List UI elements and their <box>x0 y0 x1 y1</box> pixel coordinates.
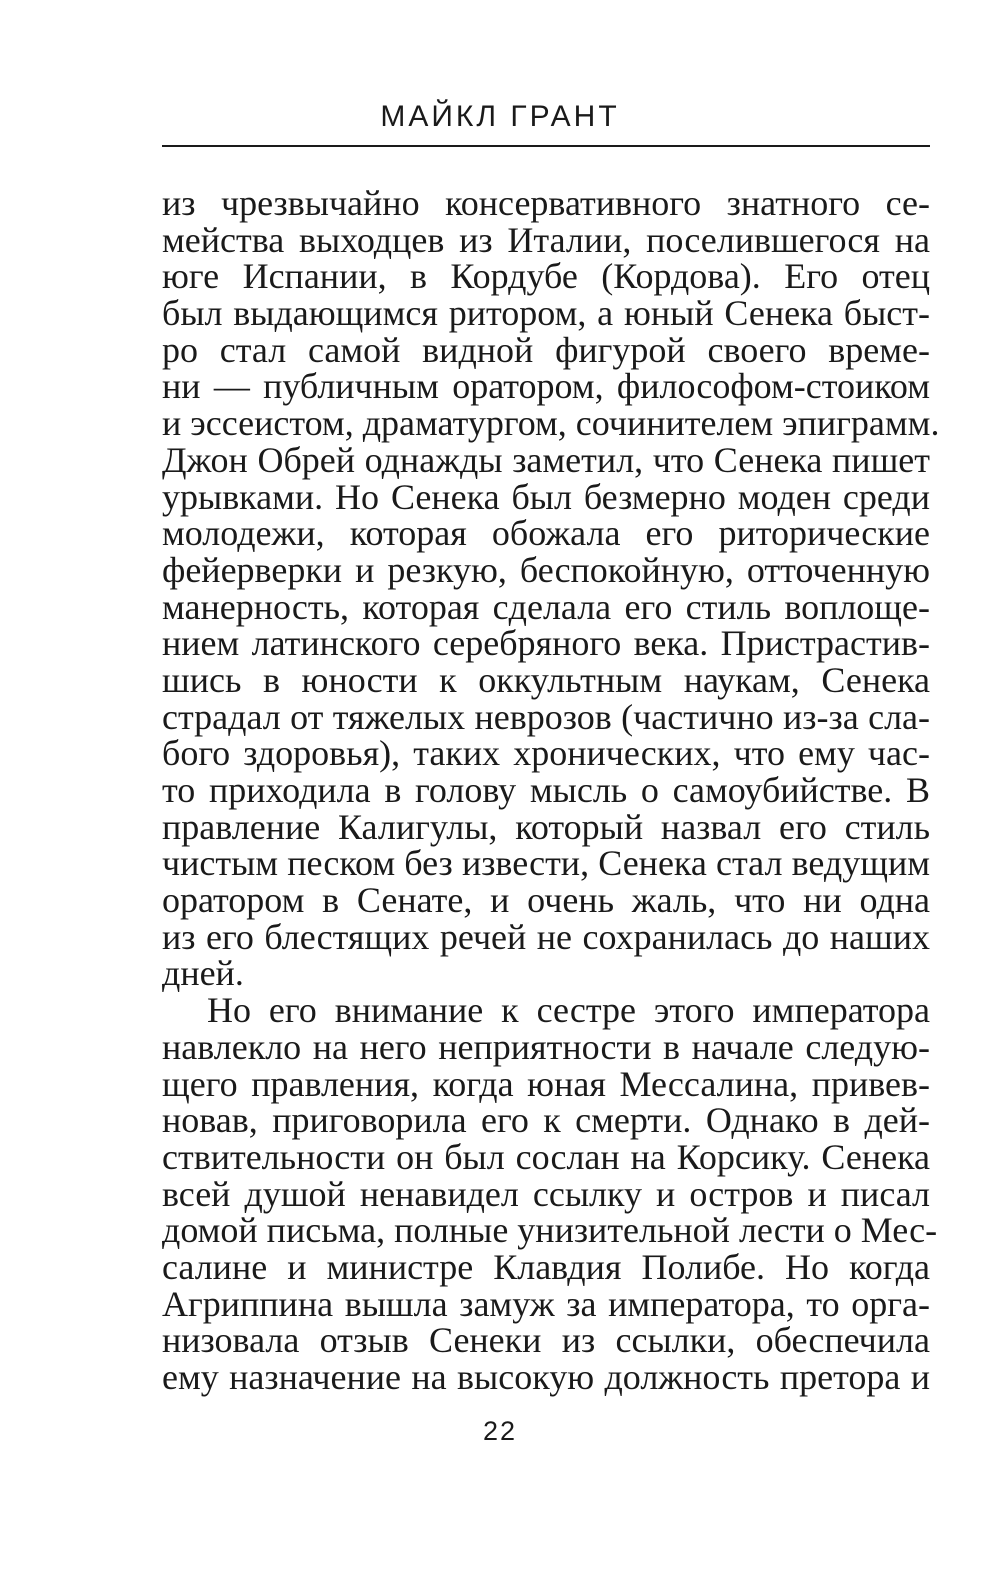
text-line: бого здоровья), таких хронических, что ему час- <box>162 733 930 774</box>
text-line: из его блестящих речей не сохранилась до наших <box>162 916 930 957</box>
text-line: фейерверки и резкую, беспокойную, отточенную <box>162 549 930 590</box>
header-rule <box>162 145 930 147</box>
text-line: шись в юности к оккультным наукам, Сенека <box>162 659 930 700</box>
text-line: Агриппина вышла замуж за императора, то орга- <box>162 1283 930 1324</box>
text-line: правление Калигулы, который назвал его стиль <box>162 806 930 847</box>
text-line: оратором в Сенате, и очень жаль, что ни одна <box>162 880 930 921</box>
text-line: и эссеистом, драматургом, сочинителем эпиграмм. <box>162 403 940 444</box>
text-line: из чрезвычайно консервативного знатного се- <box>162 183 930 223</box>
text-line: всей душой ненавидел ссылку и остров и писал <box>162 1173 930 1214</box>
body-text <box>162 183 940 1397</box>
text-line: чистым песком без извести, Сенека стал ведущим <box>162 843 930 884</box>
text-line: ему назначение на высокую должность претора и <box>162 1357 930 1397</box>
text-line: новав, приговорила его к смерти. Однако в дей- <box>162 1100 930 1141</box>
running-head: МАЙКЛ ГРАНТ <box>380 100 620 133</box>
text-line: щего правления, когда юная Мессалина, привев- <box>162 1063 930 1104</box>
page-number: 22 <box>482 1416 518 1446</box>
text-line: ро стал самой видной фигурой своего време- <box>162 329 930 370</box>
text-line: ствительности он был сослан на Корсику. Сенека <box>162 1136 930 1177</box>
text-line: урывками. Но Сенека был безмерно моден среди <box>162 476 930 517</box>
text-line: нием латинского серебряного века. Пристрастив- <box>162 623 930 664</box>
text-line: дней. <box>162 953 244 994</box>
text-line: Но его внимание к сестре этого императора <box>207 990 930 1031</box>
text-line: молодежи, которая обожала его риторические <box>162 513 930 554</box>
text-line: домой письма, полные унизительной лести о Мес- <box>162 1210 938 1251</box>
text-line: Джон Обрей однажды заметил, что Сенека пишет <box>162 439 930 480</box>
text-line: был выдающимся ритором, а юный Сенека быст- <box>162 293 930 334</box>
text-line: юге Испании, в Кордубе (Кордова). Его отец <box>162 256 930 297</box>
text-line: страдал от тяжелых неврозов (частично из-за сла- <box>162 696 930 737</box>
text-line: то приходила в голову мысль о самоубийстве. В <box>162 770 930 810</box>
text-line: низовала отзыв Сенеки из ссылки, обеспечила <box>162 1320 930 1361</box>
text-line: ни — публичным оратором, философом-стоиком <box>162 366 930 407</box>
text-line: салине и министре Клавдия Полибе. Но когда <box>162 1246 930 1287</box>
text-line: навлекло на него неприятности в начале следую- <box>162 1026 930 1067</box>
text-line: мейства выходцев из Италии, поселившегося на <box>162 219 930 260</box>
text-line: манерность, которая сделала его стиль воплоще- <box>162 586 930 627</box>
